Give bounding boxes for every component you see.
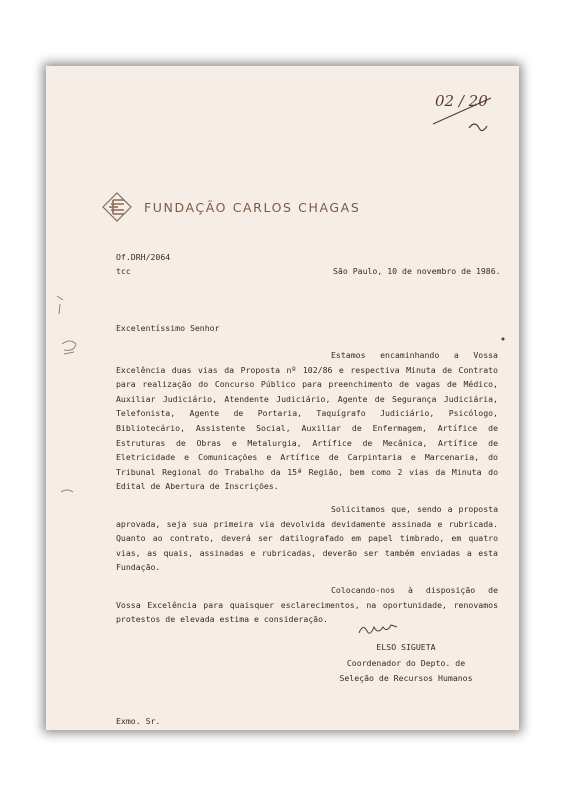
reference-number: Of.DRH/2064	[116, 252, 171, 262]
signatory-department: Seleção de Recursos Humanos	[339, 673, 473, 683]
handwritten-annotation	[431, 84, 501, 140]
paragraph: Colocando-nos à disposição de Vossa Excelência para quaisquer esclarecimentos, na oportunidade, renovamos protestos de elevada estima e consideração.	[116, 584, 498, 625]
letterhead	[102, 192, 360, 222]
addressee: Exmo. Sr.	[116, 716, 161, 726]
typist-initials: tcc	[116, 266, 131, 276]
place-date: São Paulo, 10 de novembro de 1986.	[333, 266, 501, 276]
organization-name: FUNDAÇÃO CARLOS CHAGAS	[144, 199, 361, 215]
margin-mark	[54, 294, 68, 318]
paragraph: Solicitamos que, sendo a proposta aprovada, seja sua primeira via devolvida devidamente assinada e rubricada. Quanto ao contrato, deverá ser datilografado em papel timbrado, em quatro vias, as quais, assinadas e rubricadas, deverão ser também enviadas a esta Fundação.	[116, 503, 498, 573]
margin-mark	[58, 336, 82, 358]
margin-mark	[58, 486, 78, 498]
letter-body	[116, 348, 498, 635]
letter-page	[46, 66, 519, 730]
paragraph: Estamos encaminhando a Vossa Excelência duas vias da Proposta nº 102/86 e respectiva Minuta de Contrato para realização do Concurso Público para preenchimento de vagas de Médico, Auxiliar Judiciário, Atendente Judiciário, Agente de Segurança Judiciária, Telefonista, Agente de Portaria, Taquígrafo Judiciário, Psicólogo, Bibliotecário, Assistente Social, Auxiliar de Enfermagem, Artífice de Estruturas de Obras e Metalurgia, Artífice de Mecânica, Artífice de Eletricidade e Comunicações e Artífice de Carpintaria e Marcenaria, do Tribunal Regional do Trabalho da 15ª Região, bem como 2 vias da Minuta do Edital de Abertura de Inscrições.	[116, 350, 498, 492]
salutation: Excelentíssimo Senhor	[116, 323, 220, 333]
fcc-logo-icon	[102, 192, 132, 222]
svg-text:02 / 20: 02 / 20	[435, 92, 488, 110]
signatory-title: Coordenador do Depto. de	[346, 658, 466, 668]
signature	[356, 621, 406, 639]
margin-mark	[500, 336, 506, 342]
signatory-name: ELSO SIGUETA	[376, 642, 436, 652]
